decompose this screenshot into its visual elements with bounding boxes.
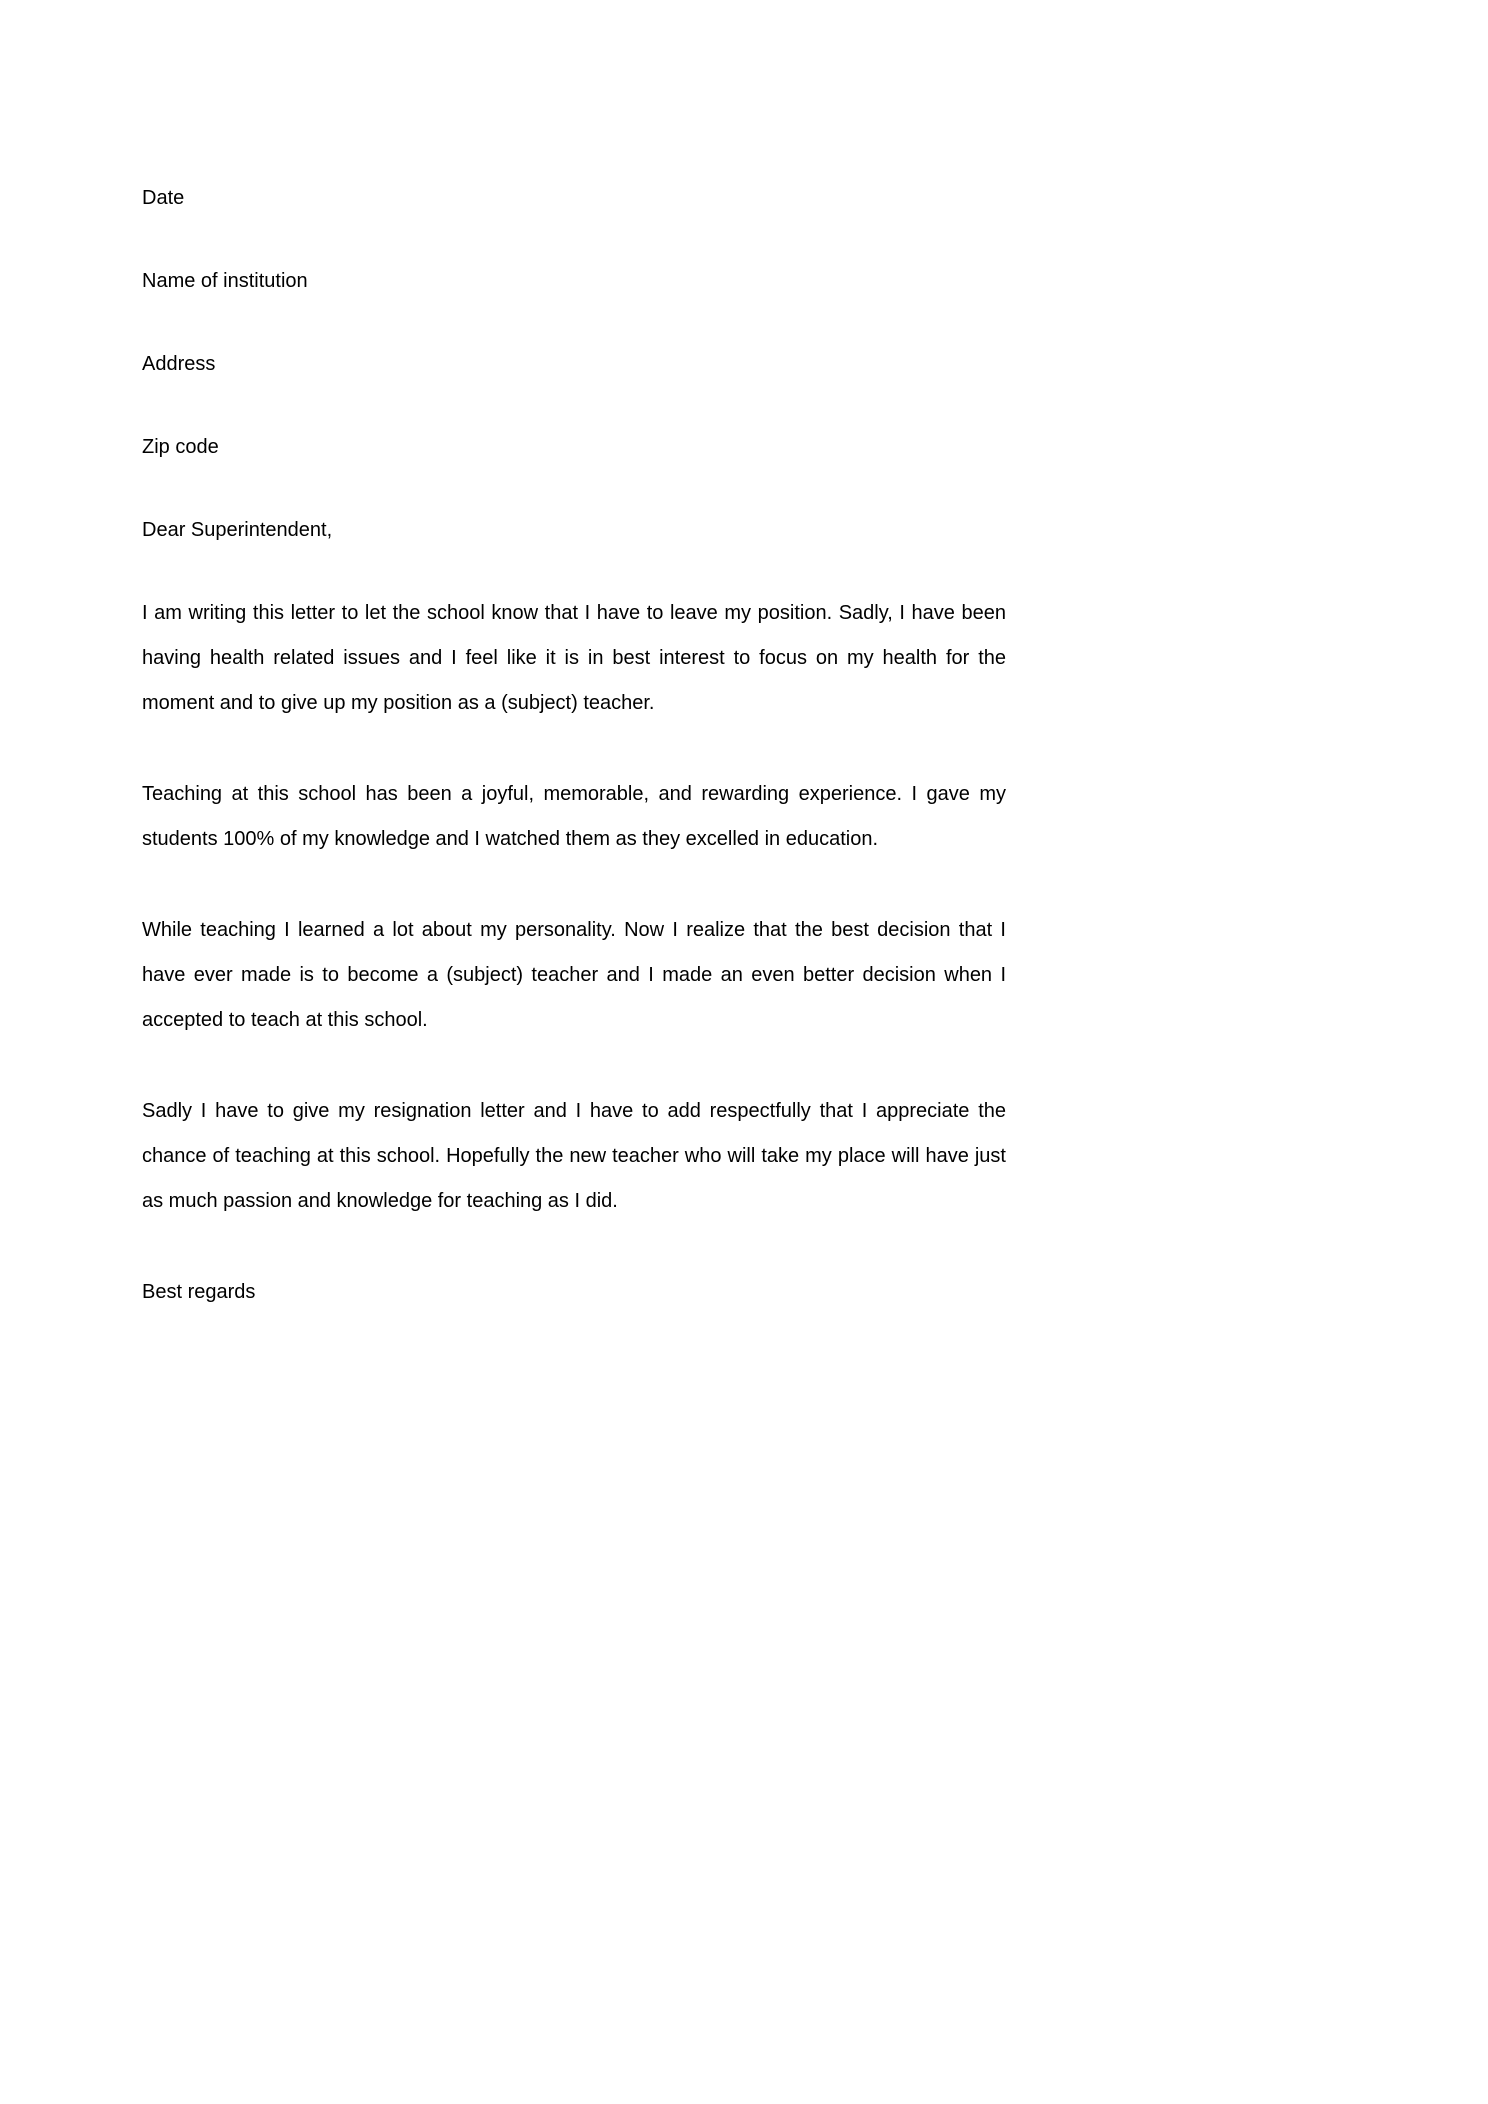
body-paragraph: I am writing this letter to let the school know that I have to leave my position. Sadly, I have been having health related issues and I feel like it is in best interest to focus on my health for the moment and to give up my position as a (subject) teacher.	[142, 602, 1006, 714]
body-paragraph: Sadly I have to give my resignation letter and I have to add respectfully that I appreciate the chance of teaching at this school. Hopefully the new teacher who will take my place will have just as much passion and knowledge for teaching as I did.	[142, 1100, 1006, 1212]
zip-code-line: Zip code	[142, 436, 219, 458]
body-paragraph: Teaching at this school has been a joyful, memorable, and rewarding experience. I gave my students 100% of my knowledge and I watched them as they excelled in education.	[142, 783, 1006, 850]
salutation: Dear Superintendent,	[142, 519, 333, 541]
institution-line: Name of institution	[142, 270, 308, 292]
body-paragraph: While teaching I learned a lot about my personality. Now I realize that the best decision that I have ever made is to become a (subject) teacher and I made an even better decision when I accepted to teach at this school.	[142, 919, 1006, 1031]
resignation-letter	[142, 183, 1006, 1307]
date-line: Date	[142, 187, 185, 209]
address-line: Address	[142, 353, 216, 375]
closing-line: Best regards	[142, 1281, 256, 1303]
